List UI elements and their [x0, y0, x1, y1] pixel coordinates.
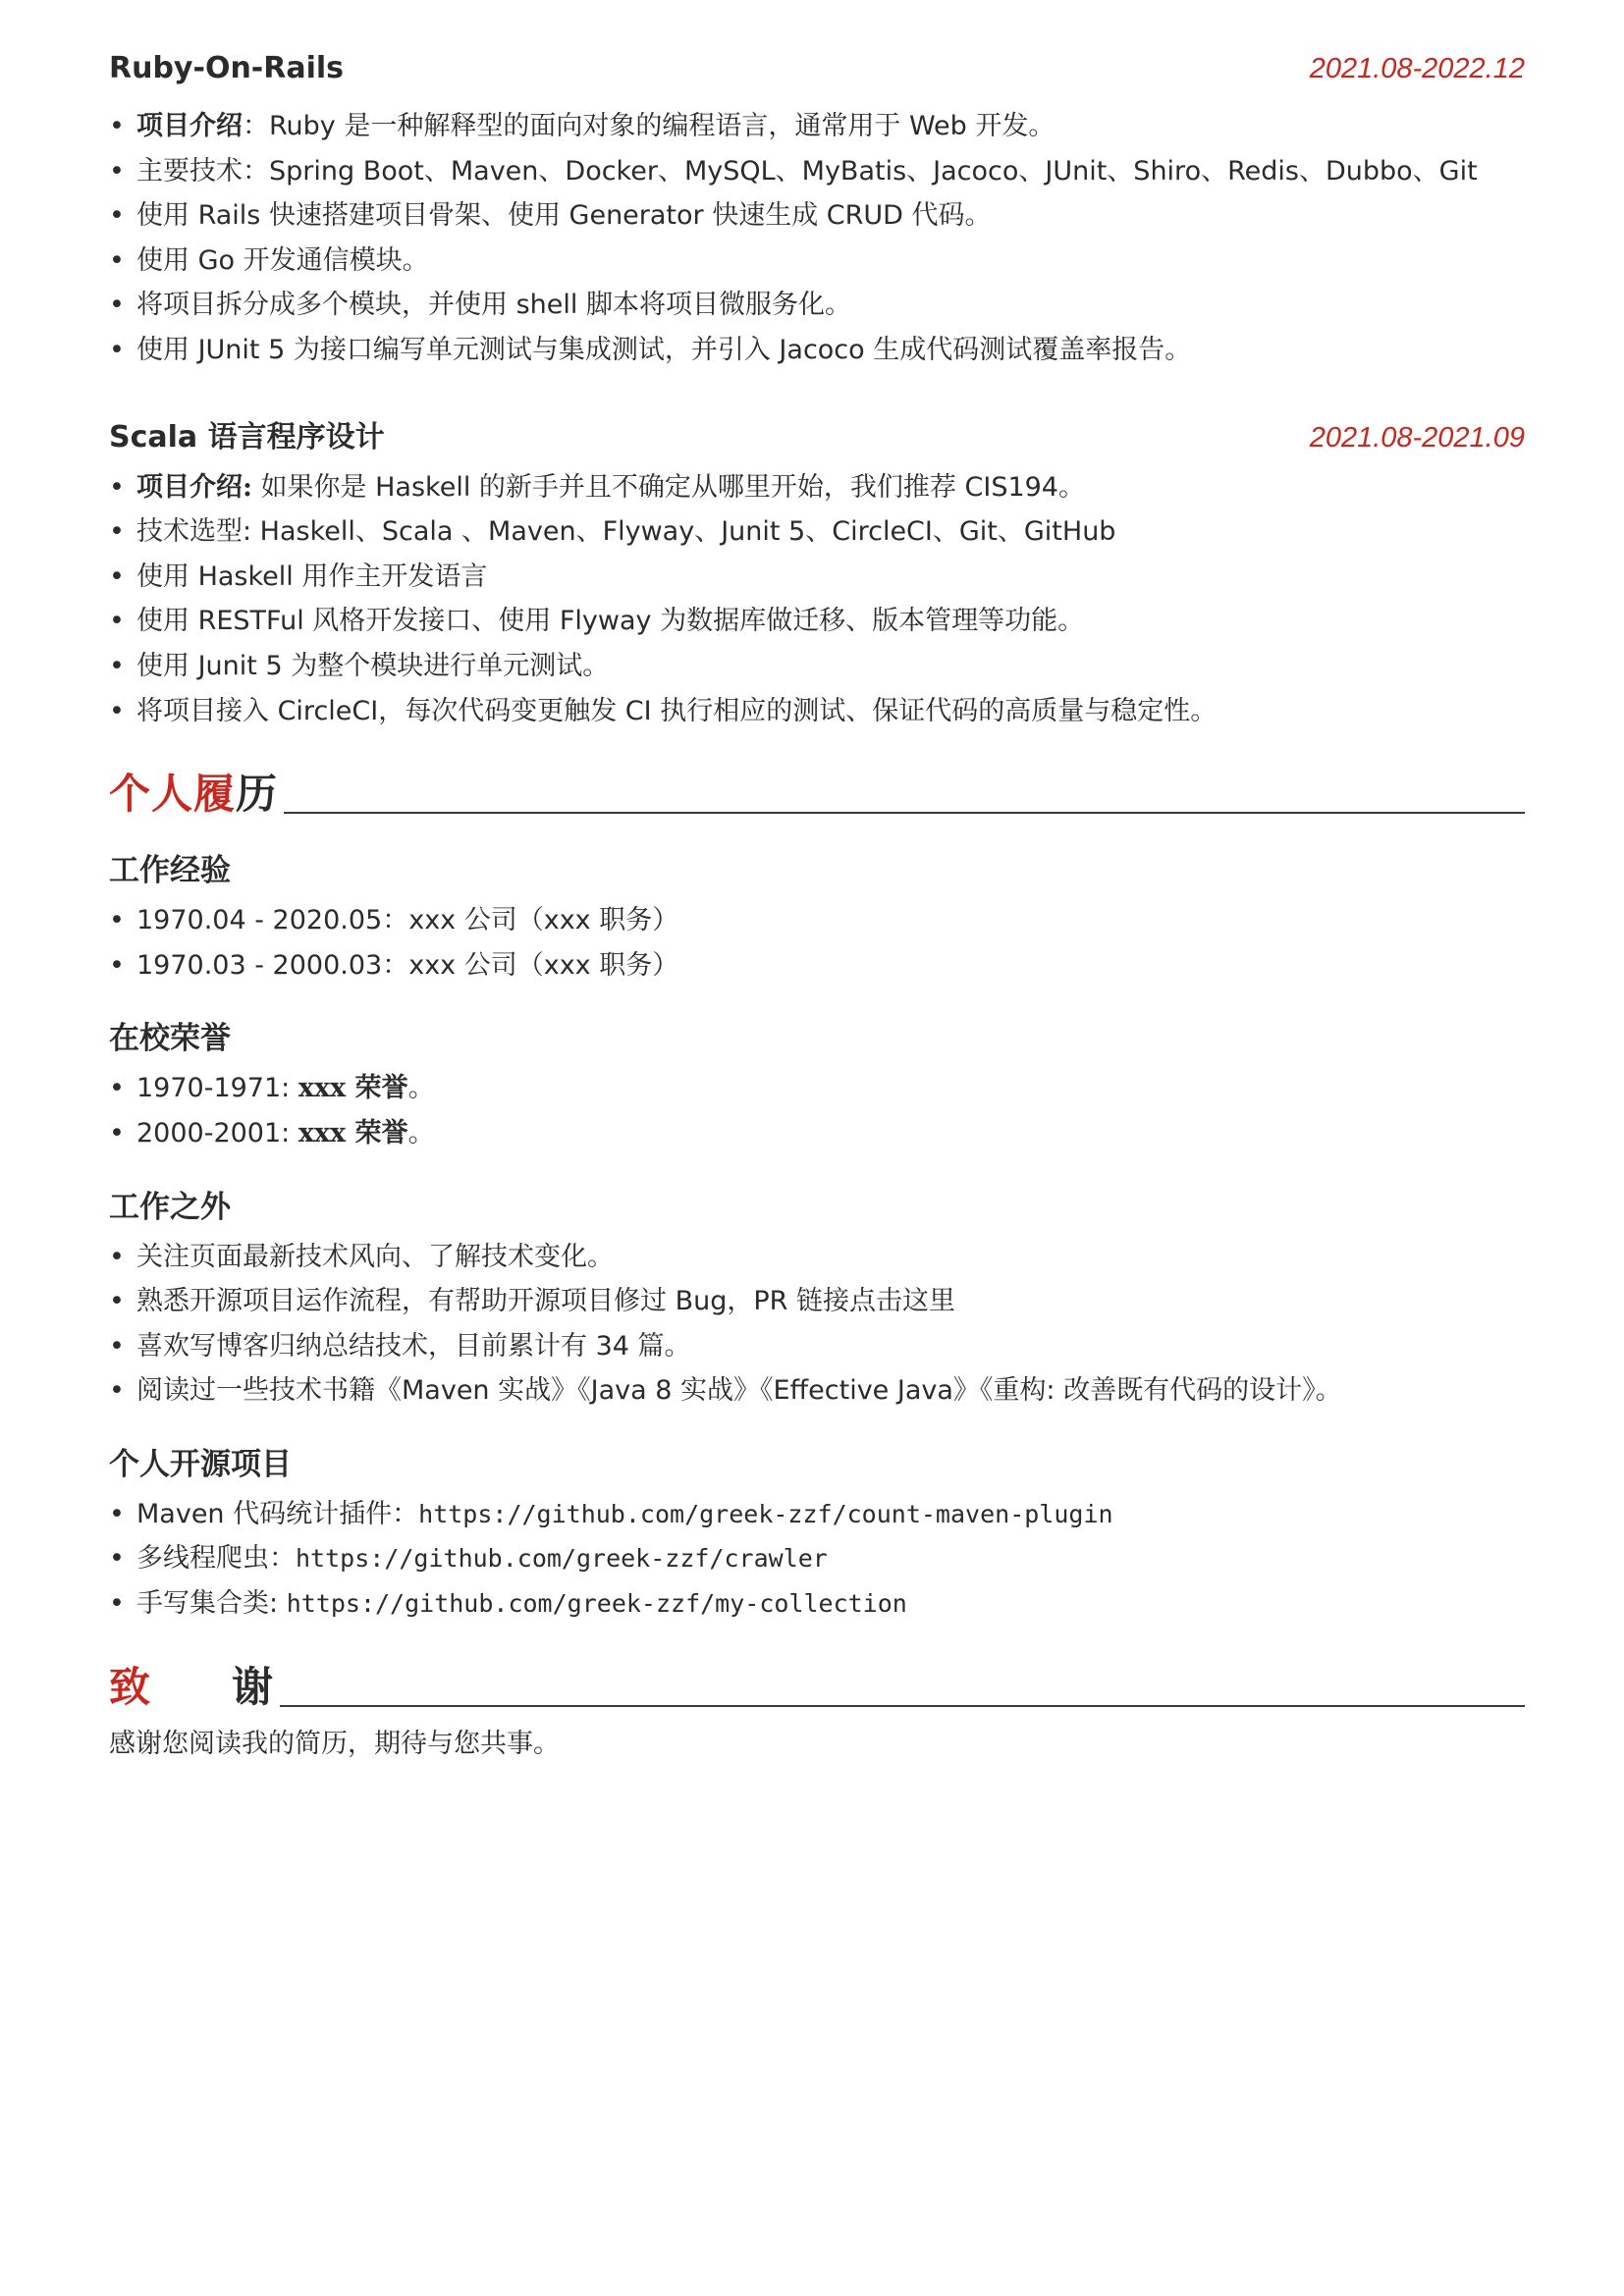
item-text: 主要技术：Spring Boot、Maven、Docker、MySQL、MyBatis、Jacoco、JUnit、Shiro、Redis、Dubbo、Git: [136, 155, 1478, 187]
bullet-icon: •: [109, 1073, 125, 1104]
bullet-icon: •: [109, 516, 125, 548]
item-text: 喜欢写博客归纳总结技术，目前累计有 34 篇。: [136, 1330, 691, 1362]
bullet-icon: •: [109, 905, 125, 936]
project-date: 2021.08-2022.12: [1309, 53, 1525, 84]
section-title-accent: 个人履: [109, 770, 237, 819]
list-item: [109, 689, 1525, 734]
bullet-icon: •: [109, 1375, 125, 1407]
bullet-icon: •: [109, 111, 125, 141]
item-text[interactable]: 熟悉开源项目运作流程，有帮助开源项目修过 Bug，PR 链接点击这里: [136, 1286, 955, 1317]
list-item: [109, 1111, 1525, 1156]
open-source-list: [109, 1492, 1525, 1627]
item-text: 技术选型: Haskell、Scala 、Maven、Flyway、Junit 5、CircleCI、Git、GitHub: [136, 516, 1116, 548]
item-text: 使用 Junit 5 为整个模块进行单元测试。: [136, 650, 610, 681]
bullet-icon: •: [109, 1588, 125, 1620]
list-item: [109, 943, 1525, 988]
project-header: [109, 412, 1525, 459]
item-text: 将项目接入 CircleCI，每次代码变更触发 CI 执行相应的测试、保证代码的高质量与稳定性。: [136, 695, 1218, 726]
subsection-title-honors: 在校荣誉: [109, 1021, 231, 1057]
list-item: [109, 1066, 1525, 1111]
item-text: 使用 RESTFul 风格开发接口、使用 Flyway 为数据库做迁移、版本管理等功能。: [136, 606, 1085, 637]
bullet-icon: •: [109, 606, 125, 637]
bullet-icon: •: [109, 650, 125, 681]
project-item-list: [109, 465, 1525, 734]
subsection-title-outside: 工作之外: [109, 1189, 231, 1225]
bullet-icon: •: [109, 561, 125, 592]
item-label: 多线程爬虫：: [136, 1543, 296, 1575]
item-prefix: 2000-2001:: [136, 1117, 298, 1148]
bullet-icon: •: [109, 695, 125, 726]
list-item: [109, 193, 1525, 239]
item-label: Maven 代码统计插件：: [136, 1498, 419, 1529]
list-item[interactable]: [109, 1279, 1525, 1324]
repo-link[interactable]: https://github.com/greek-zzf/count-maven-plugin: [418, 1499, 1113, 1528]
item-text: 如果你是 Haskell 的新手并且不确定从哪里开始，我们推荐 CIS194。: [251, 471, 1085, 503]
list-item: [109, 1324, 1525, 1369]
bullet-icon: •: [109, 1330, 125, 1362]
item-text: 1970.03 - 2000.03：xxx 公司（xxx 职务）: [136, 949, 679, 981]
section-title-rest: 历: [236, 770, 279, 819]
section-title-rest: 谢: [232, 1662, 275, 1711]
bullet-icon: •: [109, 1117, 125, 1148]
item-text: 将项目拆分成多个模块，并使用 shell 脚本将项目微服务化。: [136, 290, 851, 321]
list-item: [109, 1492, 1525, 1537]
list-item: [109, 898, 1525, 943]
list-item: [109, 644, 1525, 689]
list-item: [109, 104, 1525, 149]
subsection-title-work: 工作经验: [109, 853, 231, 889]
item-bold: xxx 荣誉: [298, 1073, 408, 1104]
item-text: 使用 Rails 快速搭建项目骨架、使用 Generator 快速生成 CRUD 代码。: [136, 200, 992, 232]
section-title: [109, 1662, 274, 1713]
item-prefix: 1970-1971:: [136, 1073, 298, 1104]
item-suffix: 。: [407, 1073, 435, 1104]
honors-list: [109, 1066, 1525, 1155]
item-bold: xxx 荣誉: [298, 1117, 408, 1148]
item-text: 使用 Go 开发通信模块。: [136, 244, 429, 276]
work-list: [109, 898, 1525, 988]
list-item: [109, 465, 1525, 510]
list-item: [109, 599, 1525, 644]
section-header-thanks: [109, 1654, 1525, 1713]
resume-page: [109, 51, 1525, 1766]
bullet-icon: •: [109, 244, 125, 276]
section-divider: [280, 1705, 1525, 1707]
list-item: [109, 283, 1525, 328]
bullet-icon: •: [109, 1543, 125, 1575]
item-label: 手写集合类:: [136, 1588, 287, 1620]
section-title-accent: 致: [109, 1662, 152, 1711]
list-item: [109, 1536, 1525, 1581]
project-date: 2021.08-2021.09: [1309, 421, 1525, 454]
bullet-icon: •: [109, 334, 125, 365]
section-divider: [284, 812, 1525, 814]
item-text: ：Ruby 是一种解释型的面向对象的编程语言，通常用于 Web 开发。: [243, 111, 1056, 141]
list-item: [109, 149, 1525, 194]
project-scala: [109, 412, 1525, 734]
project-title: Scala 语言程序设计: [109, 419, 385, 454]
list-item: [109, 555, 1525, 600]
list-item: [109, 509, 1525, 555]
item-text: 阅读过一些技术书籍《Maven 实战》《Java 8 实战》《Effective Java》《重构: 改善既有代码的设计》。: [136, 1375, 1342, 1407]
item-text: 1970.04 - 2020.05：xxx 公司（xxx 职务）: [136, 905, 679, 936]
outside-list: [109, 1235, 1525, 1414]
bullet-icon: •: [109, 200, 125, 232]
repo-link[interactable]: https://github.com/greek-zzf/my-collection: [286, 1589, 907, 1619]
list-item: [109, 239, 1525, 284]
list-item: [109, 328, 1525, 373]
section-header-resume: [109, 761, 1525, 820]
section-title: [109, 769, 278, 820]
item-text: 使用 Haskell 用作主开发语言: [136, 561, 488, 592]
thanks-text: 感谢您阅读我的简历，期待与您共事。: [109, 1728, 560, 1759]
list-item: [109, 1235, 1525, 1280]
item-text: 关注页面最新技术风向、了解技术变化。: [136, 1241, 614, 1272]
subsection-title-open-source: 个人开源项目: [109, 1446, 292, 1482]
list-item: [109, 1368, 1525, 1414]
bullet-icon: •: [109, 471, 125, 503]
item-label: 项目介绍:: [136, 471, 252, 503]
item-text: 使用 JUnit 5 为接口编写单元测试与集成测试，并引入 Jacoco 生成代码测试覆盖率报告。: [136, 334, 1192, 365]
item-suffix: 。: [407, 1117, 435, 1148]
bullet-icon: •: [109, 155, 125, 187]
repo-link[interactable]: https://github.com/greek-zzf/crawler: [296, 1544, 828, 1574]
project-item-list: [109, 104, 1525, 373]
item-label: 项目介绍: [136, 111, 243, 141]
project-ruby: [109, 51, 1525, 373]
project-header: [109, 51, 1525, 98]
bullet-icon: •: [109, 1498, 125, 1529]
bullet-icon: •: [109, 949, 125, 981]
bullet-icon: •: [109, 1286, 125, 1317]
bullet-icon: •: [109, 290, 125, 321]
bullet-icon: •: [109, 1241, 125, 1272]
list-item: [109, 1581, 1525, 1627]
project-title: Ruby-On-Rails: [109, 51, 345, 85]
